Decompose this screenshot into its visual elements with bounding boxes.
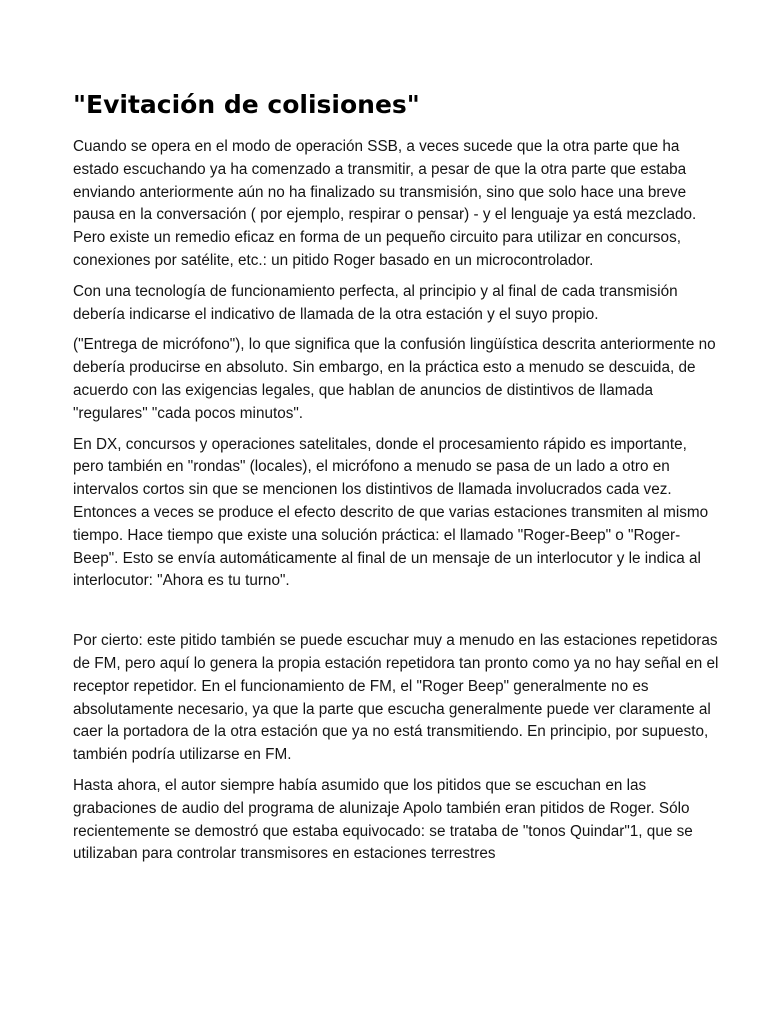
document-body [73, 136, 721, 874]
paragraph-6: Hasta ahora, el autor siempre había asumido que los pitidos que se escuchan en las grabaciones de audio del programa de alunizaje Apolo también eran pitidos de Roger. Sólo recientemente se demostró que estaba equivocado: se trataba de "tonos Quindar"1, que se utilizaban para controlar transmisores en estaciones terrestres [73, 776, 693, 863]
document-title: "Evitación de colisiones" [73, 90, 420, 119]
paragraph-1: Cuando se opera en el modo de operación SSB, a veces sucede que la otra parte que ha estado escuchando ya ha comenzado a transmitir, a pesar de que la otra parte que estaba enviando anteriormente aún no ha finalizado su transmisión, sino que solo hace una breve pausa en la conversación ( por ejemplo, respirar o pensar) - y el lenguaje ya está mezclado. Pero existe un remedio eficaz en forma de un pequeño circuito para utilizar en concursos, conexiones por satélite, etc.: un pitido Roger basado en un microcontrolador. [73, 138, 697, 269]
paragraph-2: Con una tecnología de funcionamiento perfecta, al principio y al final de cada transmisión debería indicarse el indicativo de llamada de la otra estación y el suyo propio. [73, 282, 678, 323]
paragraph-5: Por cierto: este pitido también se puede escuchar muy a menudo en las estaciones repetidoras de FM, pero aquí lo genera la propia estación repetidora tan pronto como ya no hay señal en el receptor repetidor. En el funcionamiento de FM, el "Roger Beep" generalmente no es absolutamente necesario, ya que la parte que escucha generalmente puede ver claramente al caer la portadora de la otra estación que ya no está transmitiendo. En principio, por supuesto, también podría utilizarse en FM. [73, 632, 719, 764]
paragraph-3: ("Entrega de micrófono"), lo que significa que la confusión lingüística descrita anteriormente no debería producirse en absoluto. Sin embargo, en la práctica esto a menudo se descuida, de acuerdo con las exigencias legales, que hablan de anuncios de distintivos de llamada "regulares" "cada pocos minutos". [73, 336, 716, 422]
paragraph-4: En DX, concursos y operaciones satelitales, donde el procesamiento rápido es importante, pero también en "rondas" (locales), el micrófono a menudo se pasa de un lado a otro en intervalos cortos sin que se mencionen los distintivos de llamada involucrados cada vez. Entonces a veces se produce el efecto descrito de que varias estaciones transmiten al mismo tiempo. Hace tiempo que existe una solución práctica: el llamado "Roger-Beep" o "Roger-Beep". Esto se envía automáticamente al final de un mensaje de un interlocutor y le indica al interlocutor: "Ahora es tu turno". [73, 435, 709, 590]
